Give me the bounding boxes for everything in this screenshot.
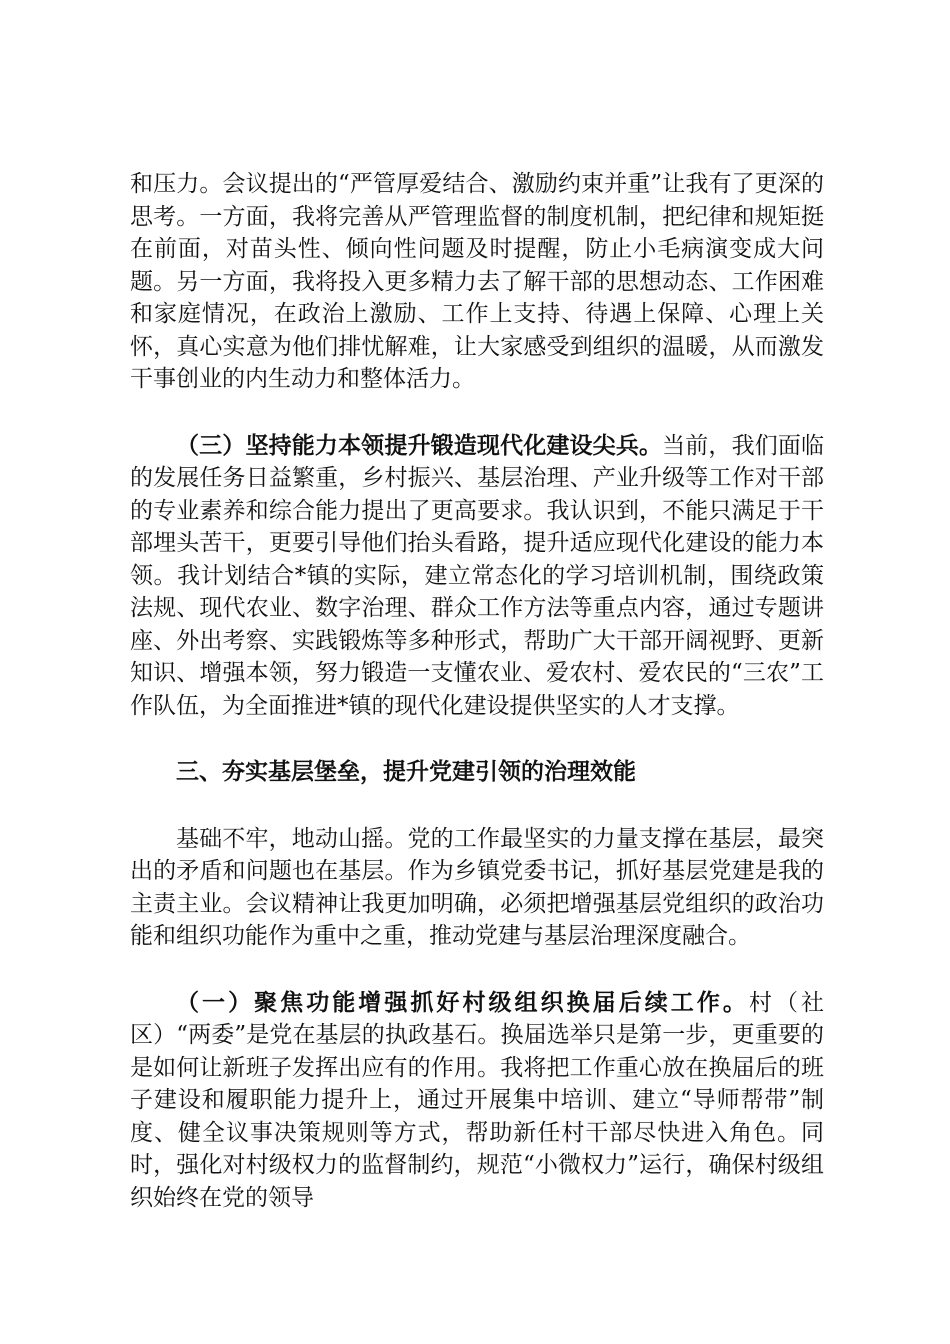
paragraph-continued: 和压力。会议提出的“严管厚爱结合、激励约束并重”让我有了更深的思考。一方面，我将完善从严管理监督的制度机制，把纪律和规矩挺在前面，对苗头性、倾向性问题及时提醒，防止小毛病演变成大问题。另一方面，我将投入更多精力去了解干部的思想动态、工作困难和家庭情况，在政治上激励、工作上支持、待遇上保障、心理上关怀，真心实意为他们排忧解难，让大家感受到组织的温暖，从而激发干事创业的内生动力和整体活力。: [130, 171, 824, 392]
document-body: [130, 168, 824, 1214]
paragraph-ability-building: [130, 430, 824, 723]
paragraph-village-organization: [130, 987, 824, 1215]
paragraph-village-text: 村（社区）“两委”是党在基层的执政基石。换届选举只是第一步，更重要的是如何让新班子发挥出应有的作用。我将把工作重心放在换届后的班子建设和履职能力提升上，通过开展集中培训、建立“导师帮带”制度、健全议事决策规则等方式，帮助新任村干部尽快进入角色。同时，强化对村级权力的监督制约，规范“小微权力”运行，确保村级组织始终在党的领导: [130, 989, 825, 1211]
subheading-village-organization: （一）聚焦功能增强抓好村级组织换届后续工作。: [176, 989, 749, 1016]
subheading-ability-building: （三）坚持能力本领提升锻造现代化建设尖兵。: [176, 432, 663, 459]
paragraph-ability-text: 当前，我们面临的发展任务日益繁重，乡村振兴、基层治理、产业升级等工作对干部的专业素养和综合能力提出了更高要求。我认识到，不能只满足于干部埋头苦干，更要引导他们抬头看路，提升适应现代化建设的能力本领。我计划结合*镇的实际，建立常态化的学习培训机制，围绕政策法规、现代农业、数字治理、群众工作方法等重点内容，通过专题讲座、外出考察、实践锻炼等多种形式，帮助广大干部开阔视野、更新知识、增强本领，努力锻造一支懂农业、爱农村、爱农民的“三农”工作队伍，为全面推进*镇的现代化建设提供坚实的人才支撑。: [130, 432, 825, 719]
section-heading-3: 三、夯实基层堡垒，提升党建引领的治理效能: [176, 759, 636, 785]
paragraph-grassroots: 基础不牢，地动山摇。党的工作最坚实的力量支撑在基层，最突出的矛盾和问题也在基层。作为乡镇党委书记，抓好基层党建是我的主责主业。会议精神让我更加明确，必须把增强基层党组织的政治功能和组织功能作为重中之重，推动党建与基层治理深度融合。: [130, 825, 824, 949]
